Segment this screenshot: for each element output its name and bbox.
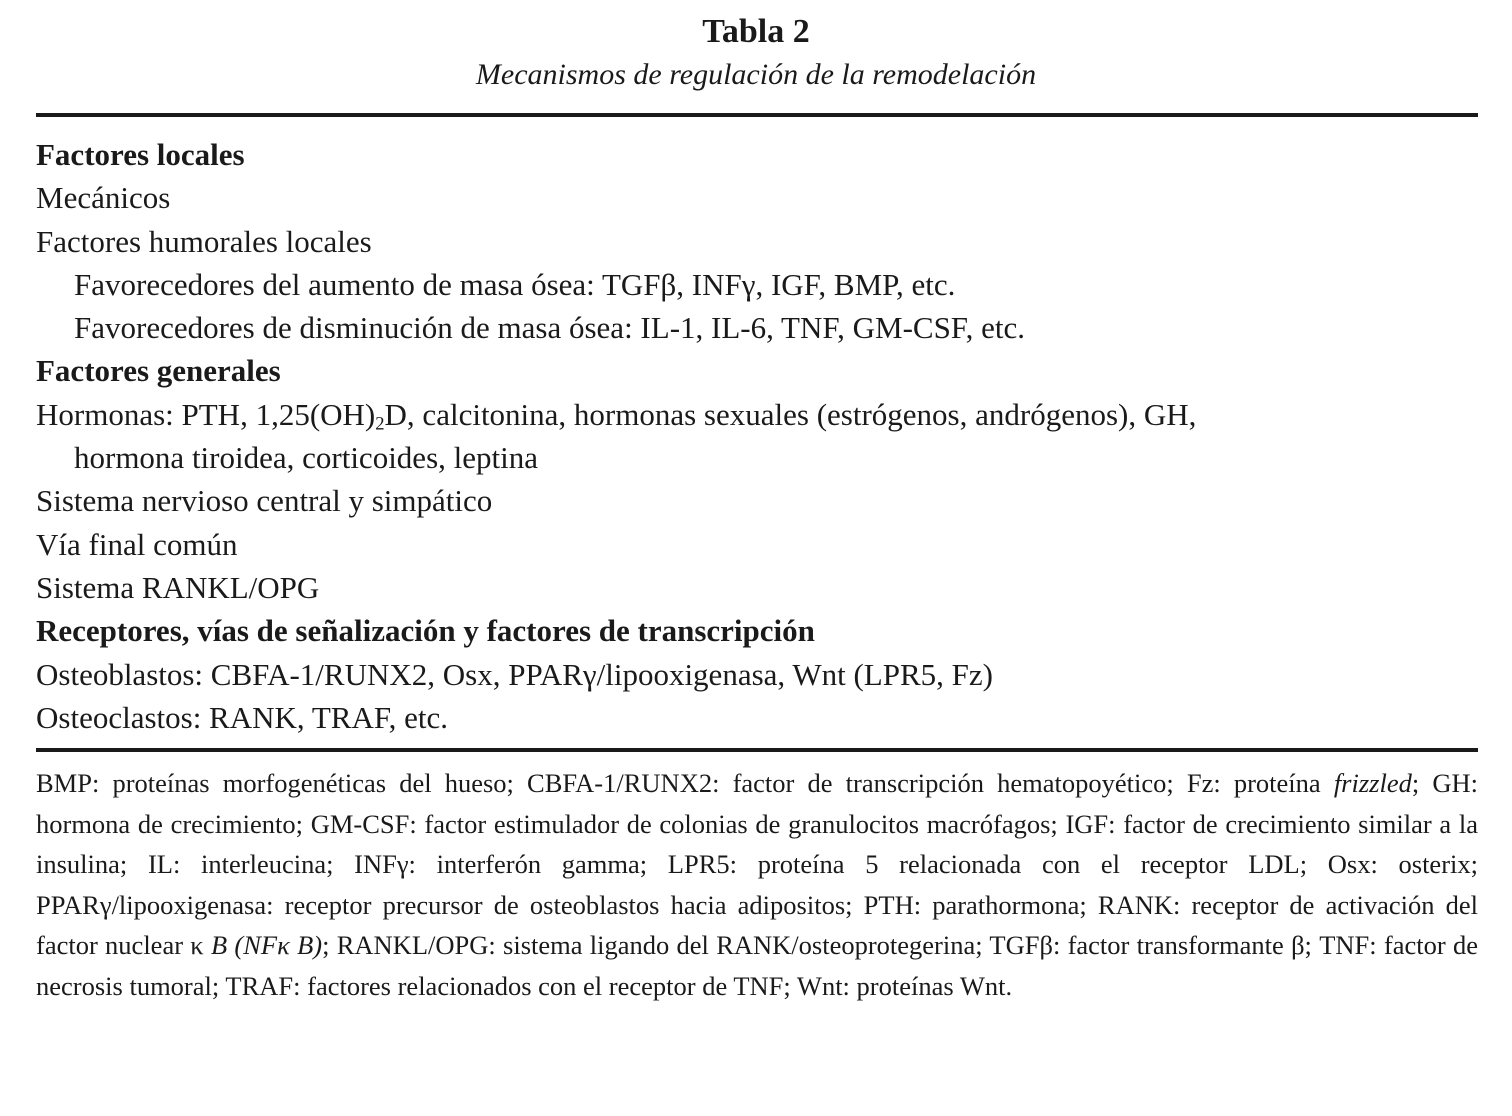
table-footnote [36, 763, 1478, 1006]
footnote-part-3: ; GH: hormona de crecimiento; GM-CSF: factor estimulador de colonias de granulocitos macrófagos; IGF: factor de crecimiento similar a la insulina; IL: interleucina; INFγ: interferón gamma; LPR5: proteína 5 relacionada con el receptor LDL; Osx: osterix; PPARγ/lipooxigenasa: receptor precursor de osteoblastos hacia adipositos; PTH: parathormona; RANK: receptor de activación del factor nuclear κ [36, 768, 1478, 960]
top-rule [36, 113, 1478, 117]
item-aumento-masa: Favorecedores del aumento de masa ósea: TGFβ, INFγ, IGF, BMP, etc. [74, 266, 956, 302]
table-title: Tabla 2 [702, 13, 810, 50]
footnote-part-5: ; RANKL/OPG: sistema ligando del RANK/osteoprotegerina; TGFβ: factor transformante β; TNF: factor de necrosis tumoral; TRAF: factores relacionados con el receptor de TNF; Wnt: proteínas Wnt. [36, 930, 1478, 1001]
item-humorales: Factores humorales locales [36, 223, 372, 259]
heading-factores-generales: Factores generales [36, 353, 281, 389]
heading-receptores: Receptores, vías de señalización y factores de transcripción [36, 613, 815, 649]
table-body [36, 133, 1478, 739]
item-disminucion-masa: Favorecedores de disminución de masa ósea: IL-1, IL-6, TNF, GM-CSF, etc. [74, 310, 1025, 346]
hormonas-text-a: Hormonas: PTH, 1,25(OH) [36, 396, 376, 432]
bottom-rule [36, 748, 1478, 752]
table-subtitle: Mecanismos de regulación de la remodelación [475, 58, 1037, 91]
heading-factores-locales: Factores locales [36, 137, 245, 172]
item-snc: Sistema nervioso central y simpático [36, 483, 493, 519]
item-via-final: Vía final común [36, 526, 238, 562]
hormonas-subscript: 2 [375, 413, 385, 435]
footnote-frizzled: frizzled [1333, 768, 1412, 798]
item-hormonas-cont: hormona tiroidea, corticoides, leptina [74, 440, 538, 476]
item-rankl-opg: Sistema RANKL/OPG [36, 569, 320, 605]
item-hormonas [36, 393, 1478, 436]
hormonas-text-b: D, calcitonina, hormonas sexuales (estrógenos, andrógenos), GH, [384, 396, 1197, 432]
item-osteoblastos: Osteoblastos: CBFA-1/RUNX2, Osx, PPARγ/lipooxigenasa, Wnt (LPR5, Fz) [36, 656, 993, 692]
footnote-part-1: BMP: proteínas morfogenéticas del hueso; CBFA-1/RUNX2: factor de transcripción hematopoyético; Fz: proteína [36, 768, 1334, 798]
item-osteoclastos: Osteoclastos: RANK, TRAF, etc. [36, 699, 448, 735]
item-mecanicos: Mecánicos [36, 180, 171, 216]
footnote-nfkb: B (NFκ B) [210, 930, 323, 960]
